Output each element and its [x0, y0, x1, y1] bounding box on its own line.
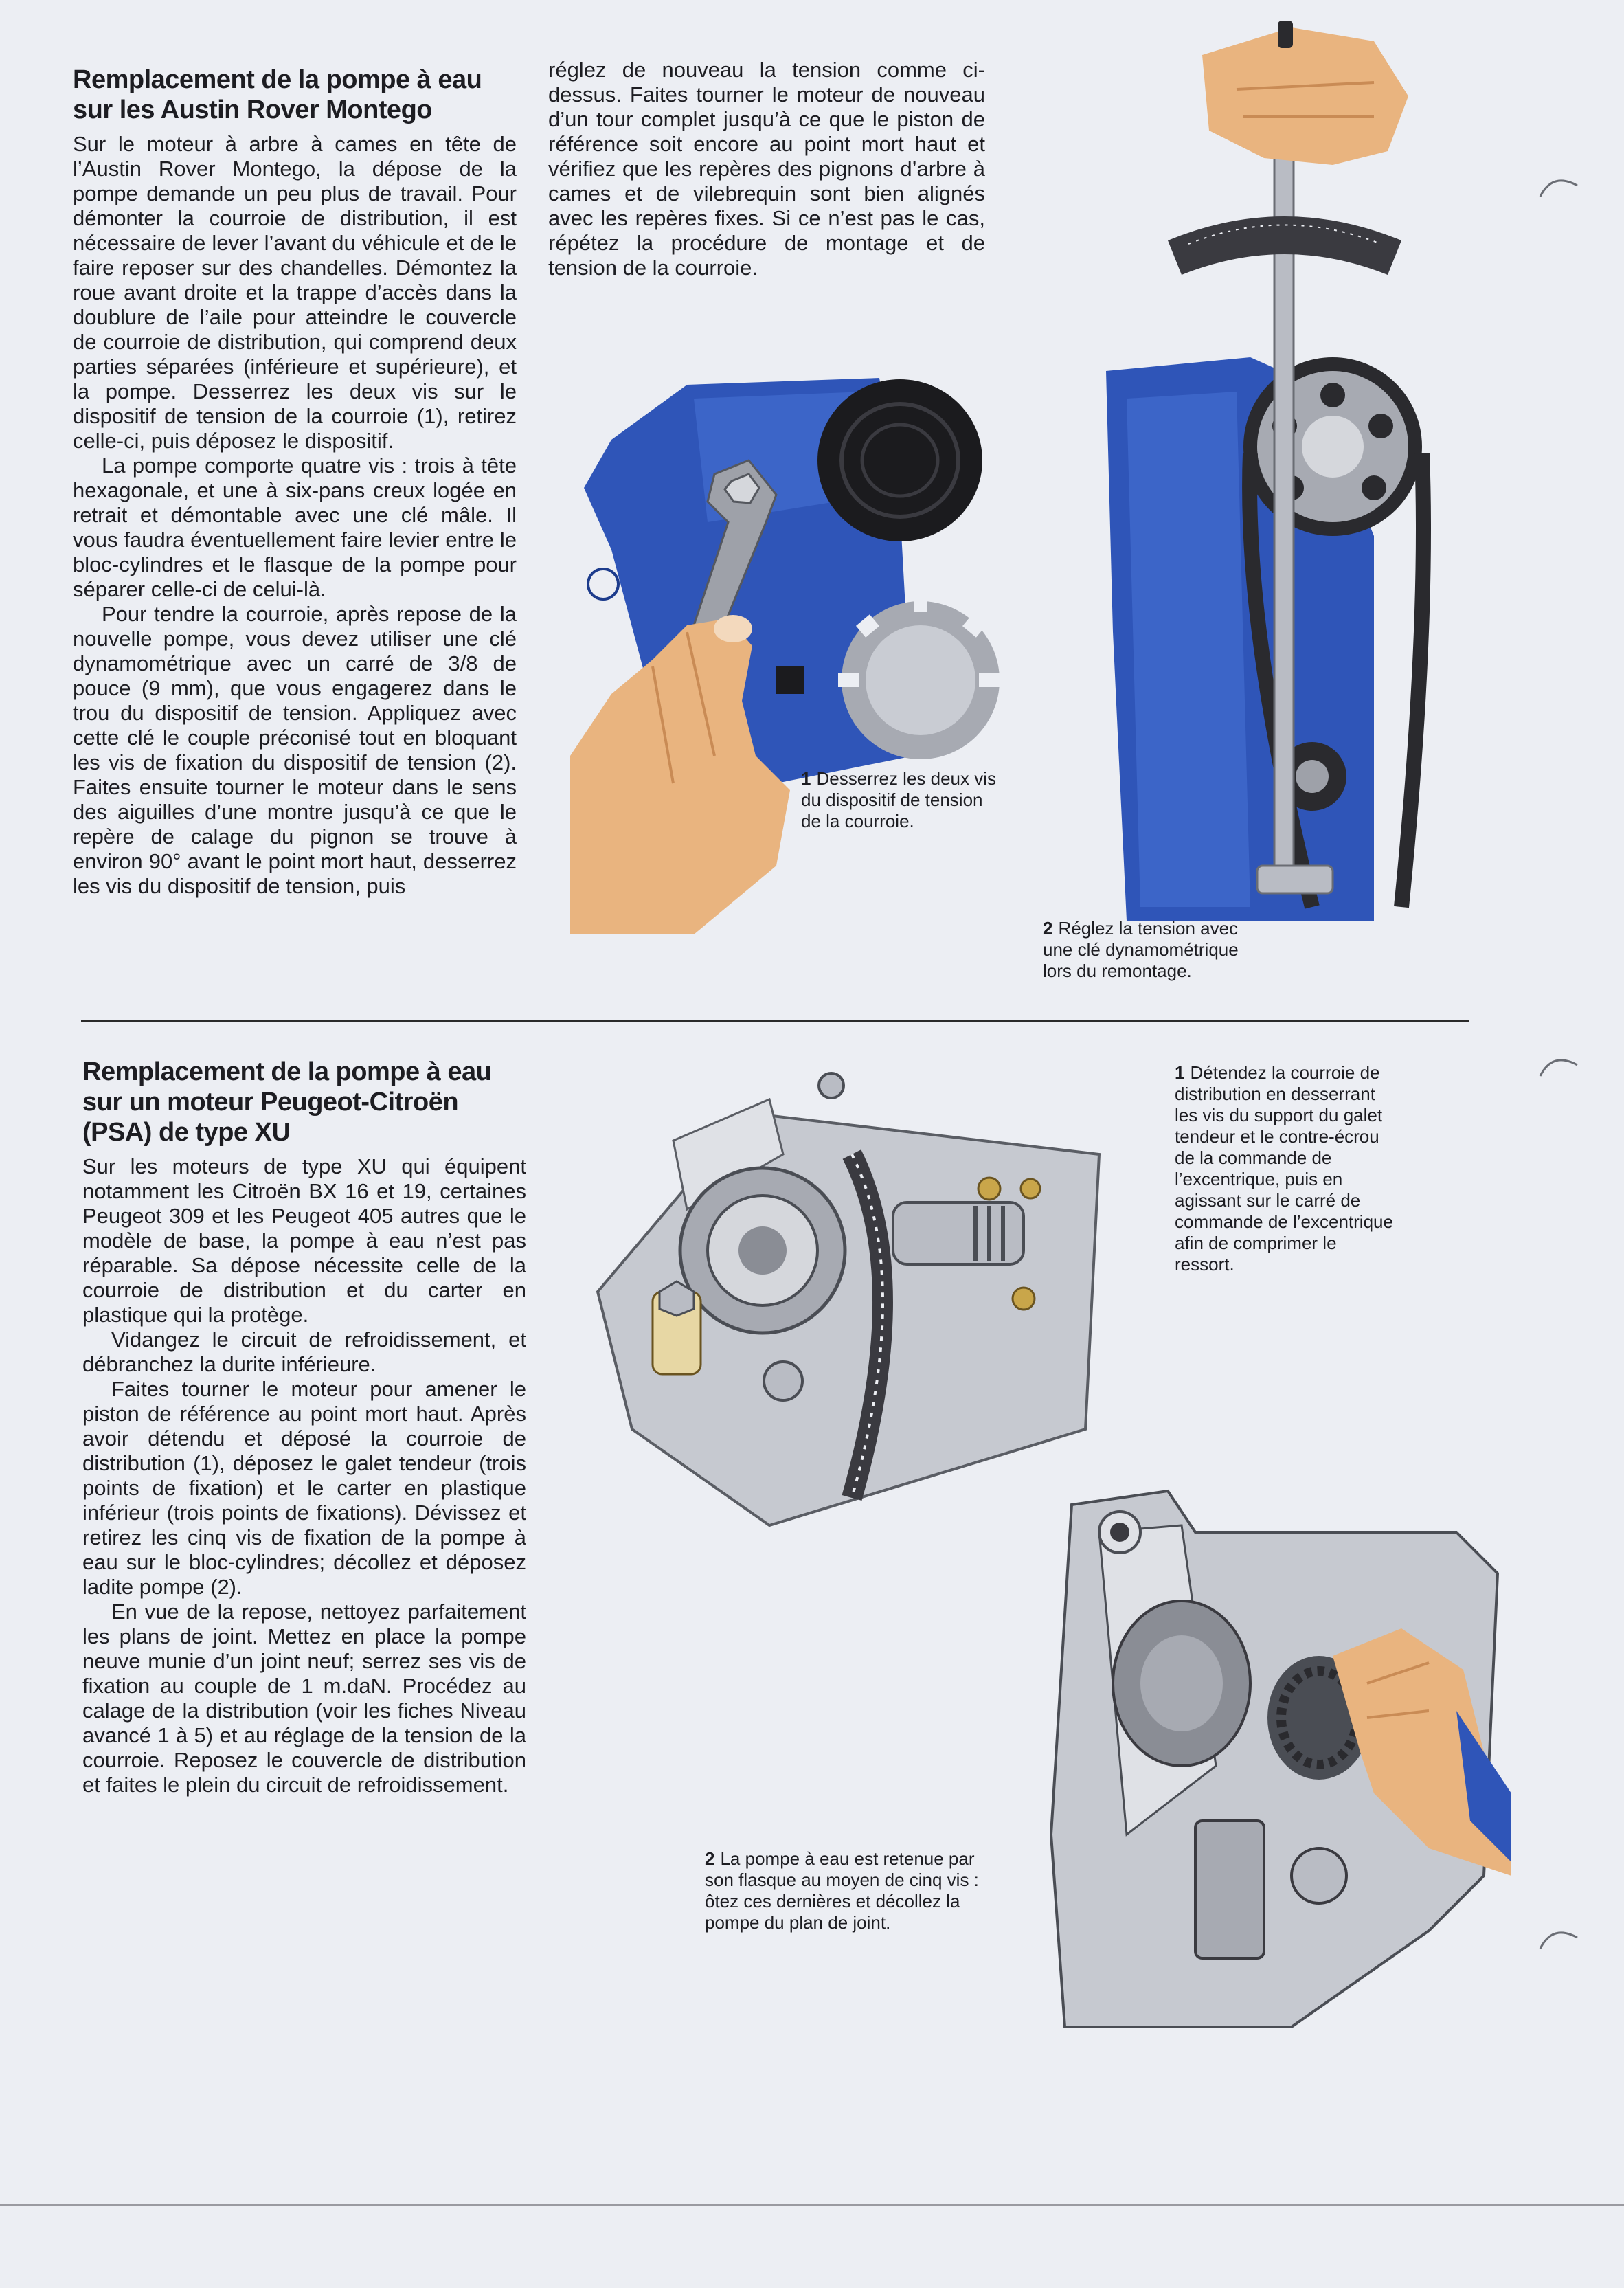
- section2-heading-line2: sur un moteur Peugeot-Citroën: [82, 1088, 459, 1117]
- section1-caption-1-text: Desserrez les deux vis du dispositif de tension de la courroie.: [801, 768, 997, 831]
- section1-paragraph-4: réglez de nouveau la tension comme ci-dessus. Faites tourner le moteur de nouveau d’un tour complet jusqu’à ce que le piston de référence soit encore au point mort haut et vérifiez que les repères des pignons d’arbre à cames et de vilebrequin sont bien alignés avec les repères fixes. Si ce n’est pas le cas, répétez la procédure de montage et de tension de la courroie.: [548, 58, 985, 280]
- section2-heading-line1: Remplacement de la pompe à eau: [82, 1057, 492, 1086]
- illustration-spanner-tensioner: [570, 371, 1017, 948]
- section-divider: [81, 1020, 1469, 1022]
- section2-paragraph-2: Vidangez le circuit de refroidissement, et débranchez la durite inférieure.: [82, 1327, 526, 1376]
- section2-heading-line3: (PSA) de type XU: [82, 1118, 291, 1147]
- illustration-water-pump-removal: [1044, 1491, 1511, 2041]
- section1-caption-2: [1043, 918, 1249, 982]
- section2-caption-1-number: 1: [1175, 1062, 1185, 1083]
- section2-left-column: [82, 1057, 526, 1797]
- section2-caption-1: [1175, 1062, 1395, 1275]
- binder-hole-mark-top: [1539, 172, 1580, 199]
- section2-body: [82, 1154, 526, 1797]
- section1-paragraph-2: La pompe comporte quatre vis : trois à tête hexagonale, et une à six-pans creux logée en retrait et démontable avec une clé mâle. Il vous faudra éventuellement faire levier entre le bloc-cylindres et le flasque de la pompe pour séparer celle-ci de celui-là.: [73, 453, 517, 601]
- section1-heading-line1: Remplacement de la pompe à eau: [73, 65, 482, 94]
- section2-caption-2-number: 2: [705, 1848, 715, 1869]
- section2-paragraph-4: En vue de la repose, nettoyez parfaitement les plans de joint. Mettez en place la pompe neuve munie d’un joint neuf; serrez ses vis de fixation au couple de 1 m.daN. Procédez au calage de la distribution (voir les fiches Niveau avancé 1 à 5) et au réglage de la tension de la courroie. Reposez le couvercle de distribution et faites le plein du circuit de refroidissement.: [82, 1600, 526, 1797]
- illustration-tensioner-pulley: [591, 1072, 1113, 1525]
- section2-paragraph-1: Sur les moteurs de type XU qui équipent notamment les Citroën BX 16 et 19, certaines Peugeot 309 et les Peugeot 405 autres que le modèle de base, la pompe à eau n’est pas réparable. Sa dépose nécessite celle de la courroie de distribution et du carter en plastique qui la protège.: [82, 1154, 526, 1327]
- illustration-torque-wrench: [1085, 14, 1504, 934]
- page-bottom-edge: [0, 2204, 1624, 2206]
- section1-caption-1: [801, 768, 1000, 832]
- section1-caption-2-number: 2: [1043, 918, 1053, 939]
- section1-caption-2-text: Réglez la tension avec une clé dynamométrique lors du remontage.: [1043, 918, 1239, 981]
- binder-hole-mark-middle: [1539, 1051, 1580, 1079]
- section2-caption-2-text: La pompe à eau est retenue par son flasque au moyen de cinq vis : ôtez ces dernières et décollez la pompe du plan de joint.: [705, 1848, 979, 1933]
- section1-continued-text: [548, 58, 985, 280]
- section2-caption-1-text: Détendez la courroie de distribution en desserrant les vis du support du galet tendeur et le contre-écrou de la commande de l’excentrique, puis en agissant sur le carré de commande de l’excentrique afin de comprimer le ressort.: [1175, 1062, 1393, 1275]
- section1-left-column: [73, 65, 517, 899]
- section1-body: [73, 132, 517, 899]
- section1-paragraph-3: Pour tendre la courroie, après repose de la nouvelle pompe, vous devez utiliser une clé dynamométrique avec un carré de 3/8 de pouce (9 mm), que vous engagerez dans le trou du dispositif de tension. Appliquez avec cette clé le couple préconisé tout en bloquant les vis de fixation du dispositif de tension (2). Faites ensuite tourner le moteur dans le sens des aiguilles d’une montre jusqu’à ce que le repère de calage du pignon se trouve à environ 90° avant le point mort haut, desserrez les vis du dispositif de tension, puis: [73, 602, 517, 898]
- section1-paragraph-1: Sur le moteur à arbre à cames en tête de l’Austin Rover Montego, la dépose de la pompe demande un peu plus de travail. Pour démonter la courroie de distribution, il est nécessaire de lever l’avant du véhicule et de le faire reposer sur des chandelles. Démontez la roue avant droite et la trappe d’accès dans la doublure de l’aile pour atteindre le couvercle de courroie de distribution, qui comprend deux parties séparées (inférieure et supérieure), et la pompe. Desserrez les deux vis sur le dispositif de tension de la courroie (1), retirez celle-ci, puis déposez le dispositif.: [73, 132, 517, 453]
- section1-heading-line2: sur les Austin Rover Montego: [73, 96, 432, 124]
- section1-heading: [73, 65, 517, 125]
- section2-caption-2: [705, 1848, 993, 1933]
- binder-hole-mark-bottom: [1539, 1924, 1580, 1951]
- section2-heading: [82, 1057, 526, 1147]
- section2-paragraph-3: Faites tourner le moteur pour amener le piston de référence au point mort haut. Après avoir détendu et déposé la courroie de distribution (1), déposez le galet tendeur (trois points de fixation) et le carter en plastique inférieur (trois points de fixations). Dévissez et retirez les cinq vis de fixation de la pompe à eau sur le bloc-cylindres; décollez et déposez ladite pompe (2).: [82, 1377, 526, 1599]
- section1-caption-1-number: 1: [801, 768, 811, 789]
